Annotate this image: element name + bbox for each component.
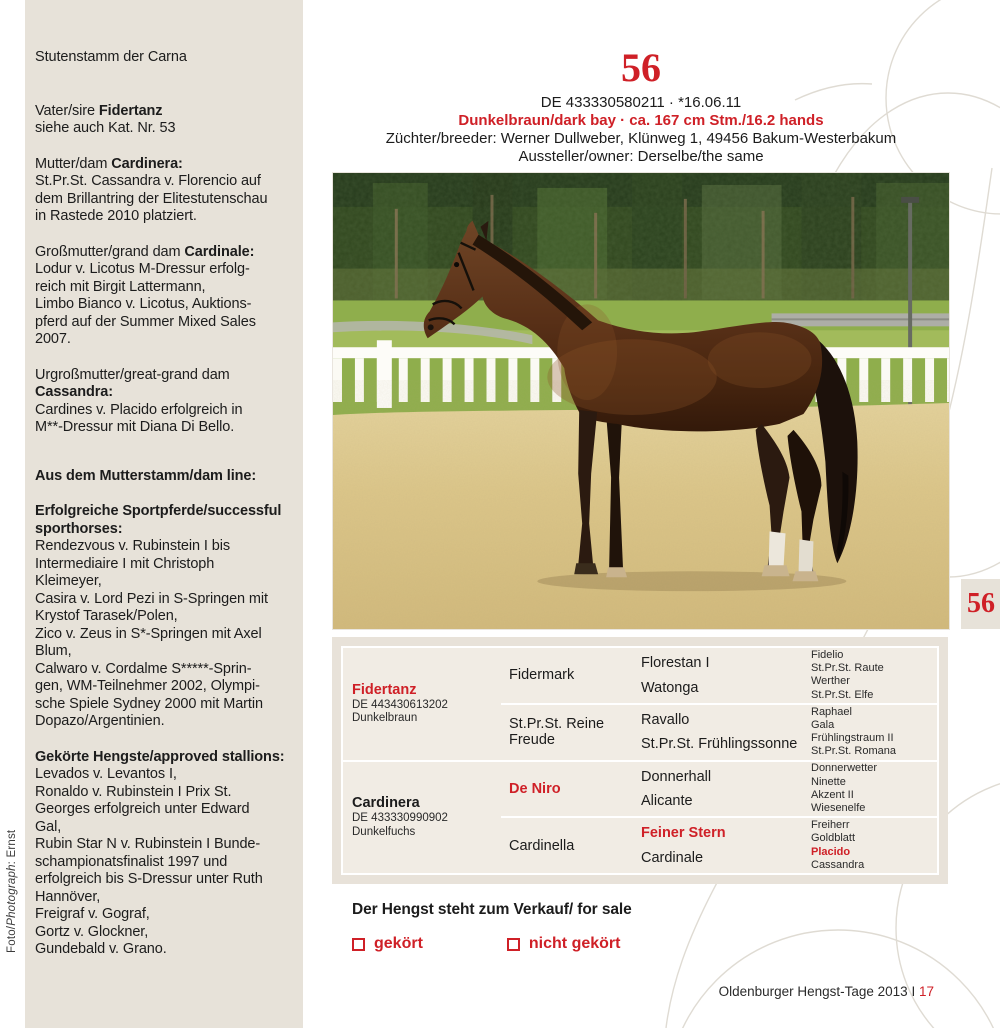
sidebar-text: schampionatsfinalist 1997 und xyxy=(35,853,228,870)
sidebar-text: Gortz v. Glockner, xyxy=(35,923,149,940)
sidebar-paragraph xyxy=(35,749,295,959)
ancestor-name: Donnerwetter xyxy=(811,762,878,775)
pedigree-group xyxy=(501,648,937,703)
ancestor-name: Freiherr xyxy=(811,819,850,832)
sidebar-paragraph xyxy=(35,49,295,67)
sidebar-text: Urgroßmutter/great-grand dam xyxy=(35,366,230,383)
footer-title: Oldenburger Hengst-Tage 2013 I xyxy=(718,984,916,999)
sidebar-text: Krystof Tarasek/Polen, xyxy=(35,608,178,624)
pedigree-gen3-cell xyxy=(641,705,809,760)
pedigree-gen4-cell xyxy=(809,818,937,873)
sidebar-text: dem Brillantring der Elitestutenschau xyxy=(35,190,268,207)
ancestor-name: Gala xyxy=(811,718,835,731)
pedigree-gen3-cell xyxy=(641,762,809,817)
pedigree-gen2-cell xyxy=(501,818,641,873)
pedigree-group xyxy=(501,762,937,817)
sidebar-text: Kleimeyer, xyxy=(35,573,102,589)
color-height-line: Dunkelbraun/dark bay · ca. 167 cm Stm./16.2 hands xyxy=(458,112,824,129)
sidebar-text: Lodur v. Licotus M-Dressur erfolg- xyxy=(35,261,250,277)
page-number-tab xyxy=(961,579,1000,629)
ancestor-name: St.Pr.St. Romana xyxy=(811,745,896,758)
pedigree-gen3-cell xyxy=(641,648,809,703)
sidebar-text: Ronaldo v. Rubinstein I Prix St. xyxy=(35,783,232,800)
ancestor-name: Raphael xyxy=(811,705,852,718)
sidebar-text-bold: sporthorses: xyxy=(35,520,123,537)
ancestor-name: St.Pr.St. Raute xyxy=(811,662,884,675)
ancestor-name: Watonga xyxy=(641,679,699,696)
sidebar-text: Blum, xyxy=(35,643,72,659)
ancestor-registration: DE 443430613202 xyxy=(352,698,448,711)
pedigree-group xyxy=(501,705,937,760)
checkbox-nicht-gekoert-label: nicht gekört xyxy=(528,935,621,952)
checkbox-gekoert[interactable] xyxy=(352,938,365,951)
sidebar-text-bold: Cardinera: xyxy=(111,155,183,172)
ancestor-name: Werther xyxy=(811,675,850,688)
ancestor-name: Ravallo xyxy=(641,711,690,728)
trees-background xyxy=(333,173,949,302)
ancestor-name: Fidelio xyxy=(811,648,844,661)
ancestor-name: Fidermark xyxy=(509,667,575,684)
sidebar-text: St.Pr.St. Cassandra v. Florencio auf xyxy=(35,173,261,189)
ancestor-name: Wiesenelfe xyxy=(811,802,866,815)
sidebar-text: Großmutter/grand dam xyxy=(35,243,185,260)
sidebar-text: Georges erfolgreich unter Edward xyxy=(35,801,250,817)
ancestor-name: Cardinale xyxy=(641,849,704,866)
sidebar-text: in Rastede 2010 platziert. xyxy=(35,208,197,224)
sidebar-paragraph xyxy=(35,503,295,731)
pedigree-gen3-cell xyxy=(641,818,809,873)
photo-credit-prefix: Foto/ xyxy=(6,925,18,953)
sidebar-text: erfolgreich bis S-Dressur unter Ruth xyxy=(35,871,263,887)
sidebar-text: Cardines v. Placido erfolgreich in xyxy=(35,401,243,418)
sidebar-text: Zico v. Zeus in S*-Springen mit Axel xyxy=(35,625,262,642)
sale-statement: Der Hengst steht zum Verkauf/ for sale xyxy=(352,901,632,918)
sidebar-text: sche Spiele Sydney 2000 mit Martin xyxy=(35,695,263,712)
ancestor-registration: DE 433330990902 xyxy=(352,812,448,825)
ancestor-name: Alicante xyxy=(641,793,693,810)
sidebar-paragraph xyxy=(35,244,295,349)
page-footer xyxy=(332,984,950,999)
checkbox-nicht-gekoert[interactable] xyxy=(507,938,520,951)
sidebar-text: pferd auf der Summer Mixed Sales xyxy=(35,313,256,330)
ancestor-color: Dunkelbraun xyxy=(352,712,418,725)
sidebar-text: Rendezvous v. Rubinstein I bis xyxy=(35,538,231,554)
checkbox-item-nicht-gekoert xyxy=(507,935,621,953)
sidebar-text: gen, WM-Teilnehmer 2002, Olympi- xyxy=(35,678,260,694)
ancestor-name: Placido xyxy=(811,845,851,858)
pedigree-gen4-cell xyxy=(809,762,937,817)
ancestor-name: Cardinella xyxy=(509,837,575,854)
sidebar-text: 2007. xyxy=(35,331,71,347)
sidebar-paragraph xyxy=(35,156,295,226)
sidebar-text: siehe auch Kat. Nr. 53 xyxy=(35,120,176,136)
footer-page-number: 17 xyxy=(918,984,934,999)
sidebar-text-bold: Gekörte Hengste/approved stallions: xyxy=(35,748,285,765)
sidebar-text: Dopazo/Argentinien. xyxy=(35,713,165,729)
sidebar-text-bold: Erfolgreiche Sportpferde/successful xyxy=(35,503,282,519)
sidebar-text: Hannöver, xyxy=(35,888,101,905)
sidebar-text: Mutter/dam xyxy=(35,155,112,172)
sidebar-paragraph xyxy=(35,468,295,486)
catalog-number: 56 xyxy=(621,45,661,90)
pedigree-groups xyxy=(501,762,937,874)
ancestor-name: Fidertanz xyxy=(352,681,417,698)
breeder-line: Züchter/breeder: Werner Dullweber, Klünweg 1, 49456 Bakum-Westerbakum xyxy=(385,130,897,147)
pedigree-gen2-cell xyxy=(501,705,641,760)
sidebar-paragraph xyxy=(35,367,295,437)
pedigree-gen2-cell xyxy=(501,648,641,703)
page-tab-number: 56 xyxy=(967,588,995,619)
approval-checkbox-row xyxy=(352,935,620,953)
sidebar-text: Gal, xyxy=(35,818,62,835)
sidebar-text: Rubin Star N v. Rubinstein I Bunde- xyxy=(35,836,261,852)
ancestor-color: Dunkelfuchs xyxy=(352,825,416,838)
checkbox-item-gekoert xyxy=(352,935,423,953)
horse-photo xyxy=(332,172,950,630)
ancestor-name: Feiner Stern xyxy=(641,825,726,842)
pedigree-gen4-cell xyxy=(809,705,937,760)
sidebar-text-bold: Cassandra: xyxy=(35,384,113,400)
pedigree-half xyxy=(343,762,937,874)
checkbox-gekoert-label: gekört xyxy=(374,935,423,952)
ancestor-name: Akzent II xyxy=(811,788,854,801)
sidebar-text: Gundebald v. Grano. xyxy=(35,941,167,957)
photo-credit-photograph: Photograph xyxy=(6,864,18,926)
ancestor-name: St.Pr.St. Frühlingssonne xyxy=(641,736,798,753)
sidebar-text: M**-Dressur mit Diana Di Bello. xyxy=(35,419,235,435)
sidebar-text-bold: Fidertanz xyxy=(98,102,163,119)
pedigree-groups xyxy=(501,648,937,760)
pedigree-table xyxy=(332,637,948,884)
pedigree-gen4-cell xyxy=(809,648,937,703)
ancestor-name: Frühlingstraum II xyxy=(811,732,894,745)
sidebar-text-bold: Aus dem Mutterstamm/dam line: xyxy=(35,467,257,484)
sidebar-text: Limbo Bianco v. Licotus, Auktions- xyxy=(35,296,252,312)
sidebar-text: Stutenstamm der Carna xyxy=(35,49,187,65)
ancestor-name: Ninette xyxy=(811,775,846,788)
sidebar-paragraph xyxy=(35,103,295,138)
photo-credit-name: : Ernst xyxy=(6,829,18,865)
pedigree-rows xyxy=(343,648,937,873)
sidebar-text: Casira v. Lord Pezi in S-Springen mit xyxy=(35,590,268,607)
sidebar-text: Vater/sire xyxy=(35,102,99,119)
ancestor-name: St.Pr.St. Reine Freude xyxy=(509,716,605,749)
pedigree-half xyxy=(343,648,937,760)
pedigree-gen2-cell xyxy=(501,762,641,817)
pedigree-gen1-cell xyxy=(343,648,501,760)
ancestor-name: Donnerhall xyxy=(641,768,712,785)
pedigree-gen1-cell xyxy=(343,762,501,874)
sidebar-text-bold: Cardinale: xyxy=(184,243,255,260)
sidebar-text: Intermediaire I mit Christoph xyxy=(35,555,215,572)
pedigree-group xyxy=(501,818,937,873)
sidebar-text: Freigraf v. Gograf, xyxy=(35,906,150,922)
ancestor-name: Cassandra xyxy=(811,858,865,871)
ancestor-name: Goldblatt xyxy=(811,832,856,845)
registration-line: DE 433330580211 · *16.06.11 xyxy=(540,94,742,111)
owner-line: Aussteller/owner: Derselbe/the same xyxy=(518,148,764,165)
ancestor-name: St.Pr.St. Elfe xyxy=(811,688,874,701)
sidebar-text: Levados v. Levantos I, xyxy=(35,766,177,782)
sidebar-text: Calwaro v. Cordalme S*****-Sprin- xyxy=(35,660,252,677)
ancestor-name: Cardinera xyxy=(352,795,420,812)
photo-credit xyxy=(6,830,18,953)
sidebar-pedigree-notes xyxy=(25,0,303,1028)
sidebar-text: reich mit Birgit Lattermann, xyxy=(35,278,206,295)
ancestor-name: Florestan I xyxy=(641,655,710,672)
ancestor-name: De Niro xyxy=(509,780,561,797)
